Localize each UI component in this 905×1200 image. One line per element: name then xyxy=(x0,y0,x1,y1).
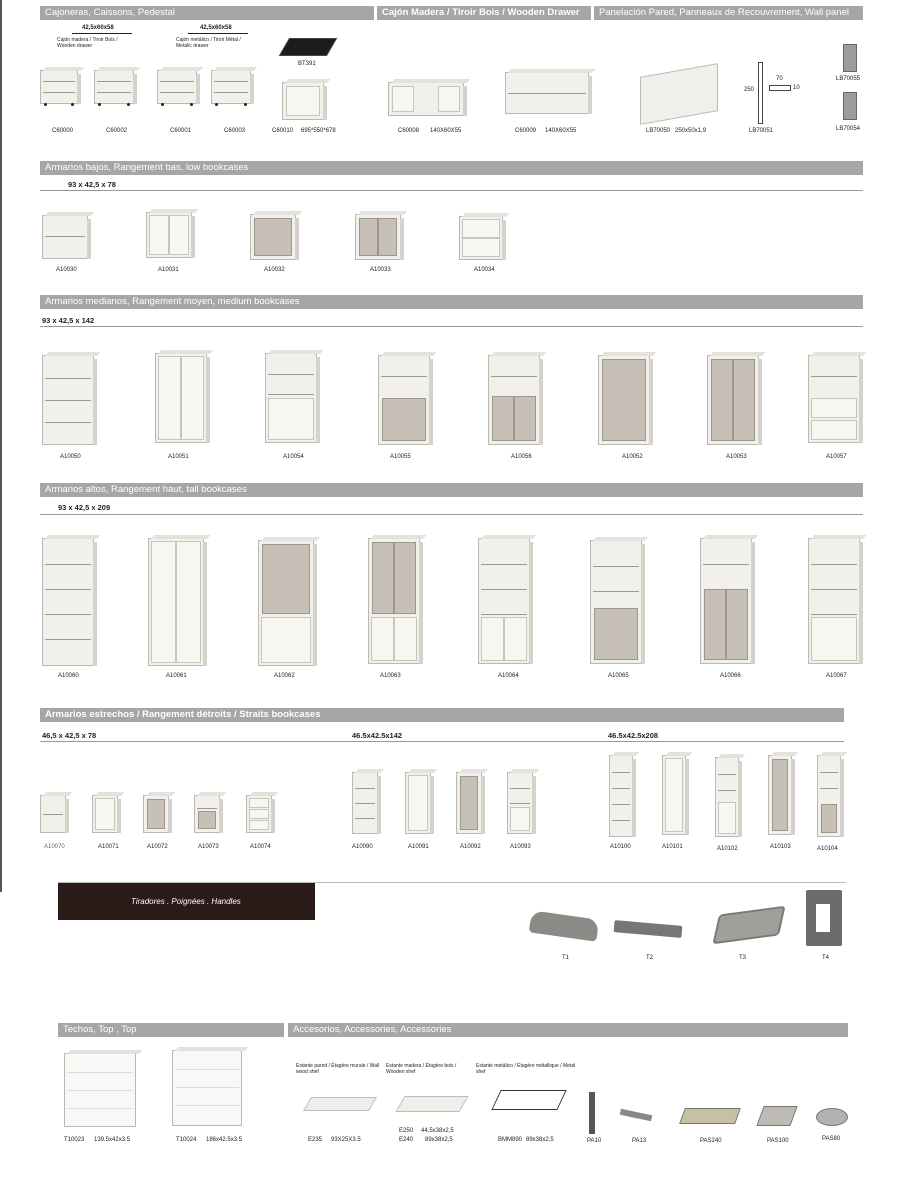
narrow-bookcase-image xyxy=(662,755,686,835)
divider xyxy=(72,33,132,34)
product-code: A10050 xyxy=(60,454,81,460)
bookcase-image xyxy=(368,538,420,664)
product-code: A10103 xyxy=(770,844,791,850)
bookcase-image xyxy=(808,355,860,443)
bookcase-image xyxy=(590,540,642,664)
divider xyxy=(40,514,863,515)
accessory-pa13-image xyxy=(620,1109,653,1122)
bookcase-image xyxy=(707,355,759,445)
product-code: LB70055 xyxy=(836,76,861,82)
product-code: T10023 xyxy=(64,1137,85,1143)
pedestal-image xyxy=(94,70,134,104)
wooden-drawer-image xyxy=(505,72,589,114)
product-code: PAS100 xyxy=(767,1138,789,1144)
product-code: LB70050 xyxy=(646,128,671,134)
product-code: A10056 xyxy=(511,454,532,460)
product-code: T1 xyxy=(562,955,570,961)
product-code: A10061 xyxy=(166,673,187,679)
product-code: A10065 xyxy=(608,673,629,679)
section-dimensions: 93 x 42,5 x 142 xyxy=(42,316,95,325)
section-header-pedestals: Cajoneras, Caissons, Pedestal xyxy=(40,6,374,20)
dimension-label: 250 xyxy=(744,87,755,93)
bookcase-image xyxy=(459,216,503,260)
section-header-low: Armarios bajos, Rangement bas, low bookcases xyxy=(40,161,863,175)
shelf-wood-image xyxy=(395,1096,468,1112)
narrow-bookcase-image xyxy=(246,795,272,833)
product-code: T2 xyxy=(646,955,654,961)
product-code: E250 xyxy=(399,1128,414,1134)
product-code: PAS240 xyxy=(700,1138,722,1144)
narrow-bookcase-image xyxy=(768,755,792,835)
metal-shelf-image xyxy=(491,1090,566,1110)
wall-bracket-image xyxy=(843,44,857,72)
tray-image xyxy=(279,38,337,56)
narrow-bookcase-image xyxy=(143,795,169,833)
accessory-pas80-image xyxy=(816,1108,848,1126)
product-code: A10104 xyxy=(817,846,838,852)
page-left-border xyxy=(0,0,2,892)
bookcase-image xyxy=(478,538,530,664)
bookcase-image xyxy=(265,353,317,443)
bookcase-image xyxy=(146,212,192,258)
section-header-wall-panel: Panelación Pared, Panneaux de Recouvrement, Wall panel xyxy=(594,6,863,20)
product-code: A10100 xyxy=(610,844,631,850)
bookcase-image xyxy=(155,353,207,443)
pedestal-dim-2: 42,5x60x58 xyxy=(200,25,232,31)
narrow-bookcase-image xyxy=(715,757,739,837)
product-code: C60008 xyxy=(398,128,420,134)
product-dimension: 695*550*678 xyxy=(301,128,336,134)
product-code: E240 xyxy=(399,1137,414,1143)
handle-t1-image xyxy=(529,910,599,941)
product-code: A10090 xyxy=(352,844,373,850)
handle-t4-image xyxy=(806,890,842,946)
narrow-bookcase-image xyxy=(507,772,533,834)
product-code: C60001 xyxy=(170,128,192,134)
section-header-narrow: Armarios estrechos / Rangement détroits / Straits bookcases xyxy=(40,708,844,722)
product-dimension: 140X60X55 xyxy=(430,128,462,134)
product-code: C60002 xyxy=(106,128,128,134)
product-code: A10067 xyxy=(826,673,847,679)
product-code: A10063 xyxy=(380,673,401,679)
section-dimensions: 46.5x42.5x142 xyxy=(352,731,403,740)
product-code: T4 xyxy=(822,955,830,961)
product-code: PAS80 xyxy=(822,1136,841,1142)
product-code: A10074 xyxy=(250,844,271,850)
accessory-pa10-image xyxy=(589,1092,595,1134)
bookcase-image xyxy=(42,215,88,259)
tray-code: BT391 xyxy=(298,61,316,67)
product-code: A10052 xyxy=(622,454,643,460)
handle-t2-image xyxy=(614,920,683,938)
pedestal-image xyxy=(157,70,197,104)
product-code: A10062 xyxy=(274,673,295,679)
narrow-bookcase-image xyxy=(40,795,66,833)
pedestal-image xyxy=(211,70,251,104)
product-dimension: 89x38x2,5 xyxy=(425,1137,453,1143)
product-code: LB70051 xyxy=(749,128,774,134)
section-dimensions: 93 x 42,5 x 78 xyxy=(68,180,116,189)
product-code: A10064 xyxy=(498,673,519,679)
product-dimension: 140X60X55 xyxy=(545,128,577,134)
product-code: A10054 xyxy=(283,454,304,460)
product-code: A10092 xyxy=(460,844,481,850)
divider xyxy=(40,190,863,191)
product-dimension: 139.5x42x3.5 xyxy=(94,1137,131,1143)
product-code: A10073 xyxy=(198,844,219,850)
bookcase-image xyxy=(700,538,752,664)
product-code: T3 xyxy=(739,955,747,961)
section-dimensions: 93 x 42,5 x 209 xyxy=(58,503,111,512)
pedestal-label-1: Cajón madera / Tiroir Bois / Wooden drawer xyxy=(57,37,118,49)
product-code: A10051 xyxy=(168,454,189,460)
product-code: C60000 xyxy=(52,128,74,134)
product-code: PA10 xyxy=(587,1138,602,1144)
bookcase-image xyxy=(598,355,650,445)
product-code: A10033 xyxy=(370,267,391,273)
bookcase-image xyxy=(808,538,860,664)
bookcase-image xyxy=(42,538,94,666)
section-dimensions: 46.5x42.5x208 xyxy=(608,731,659,740)
profile-section-image xyxy=(769,85,791,91)
wooden-drawer-image xyxy=(388,82,464,116)
bookcase-image xyxy=(258,540,314,666)
product-code: A10032 xyxy=(264,267,285,273)
pedestal-dim-1: 42,5x60x58 xyxy=(82,25,114,31)
accessory-label: Estante pared / Étagère murale / Wall wood shef xyxy=(296,1063,380,1075)
product-code: A10066 xyxy=(720,673,741,679)
wall-bracket-image xyxy=(843,92,857,120)
section-header-medium: Armarios medianos, Rangement moyen, medium bookcases xyxy=(40,295,863,309)
product-code: A10070 xyxy=(44,844,65,850)
bookcase-image xyxy=(488,355,540,445)
divider xyxy=(40,741,844,742)
product-code: C60009 xyxy=(515,128,537,134)
pedestal-label-2: Cajón metálico / Tiroir Métal / Metalic drawer xyxy=(176,37,241,49)
wall-profile-image xyxy=(758,62,763,124)
section-header-tall: Armarios altos, Rangement haut, tall bookcases xyxy=(40,483,863,497)
handle-t3-image xyxy=(712,906,785,945)
pedestal-image xyxy=(40,70,78,104)
narrow-bookcase-image xyxy=(405,772,431,834)
product-dimension: 186x42.5x3.5 xyxy=(206,1137,243,1143)
dimension-label: 10 xyxy=(793,85,800,91)
product-code: A10072 xyxy=(147,844,168,850)
product-code: A10053 xyxy=(726,454,747,460)
section-header-tops: Techos, Top , Top xyxy=(58,1023,284,1037)
narrow-bookcase-image xyxy=(352,772,378,834)
narrow-bookcase-image xyxy=(609,755,633,837)
product-code: A10101 xyxy=(662,844,683,850)
product-dimension: 89x38x2,5 xyxy=(526,1137,554,1143)
shelf-e235-image xyxy=(303,1097,377,1111)
product-code: A10102 xyxy=(717,846,738,852)
product-code: A10091 xyxy=(408,844,429,850)
accessory-pas240-image xyxy=(679,1108,741,1124)
bookcase-image xyxy=(148,538,204,666)
section-header-accessories: Accesorios, Accessories, Accessories xyxy=(288,1023,848,1037)
product-dimension: 44,5x38x2,5 xyxy=(421,1128,454,1134)
accessory-label: Estante metálico / Étagère métallique / Metal shef xyxy=(476,1063,576,1075)
top-image xyxy=(172,1050,242,1126)
pedestal-image xyxy=(282,82,324,120)
product-code: A10055 xyxy=(390,454,411,460)
accessory-pas100-image xyxy=(756,1106,797,1126)
section-header-wooden-drawer: Cajón Madera / Tiroir Bois / Wooden Drawer xyxy=(377,6,591,20)
product-code: PA13 xyxy=(632,1138,647,1144)
product-code: A10093 xyxy=(510,844,531,850)
product-code: A10030 xyxy=(56,267,77,273)
product-code: LB70054 xyxy=(836,126,861,132)
narrow-bookcase-image xyxy=(817,755,841,837)
product-code: A10057 xyxy=(826,454,847,460)
section-dimensions: 46,5 x 42,5 x 78 xyxy=(42,731,97,740)
dimension-label: 70 xyxy=(776,76,783,82)
narrow-bookcase-image xyxy=(92,795,118,833)
product-code: T10024 xyxy=(176,1137,197,1143)
bookcase-image xyxy=(378,355,430,445)
product-dimension: 93X25X3.5 xyxy=(331,1137,361,1143)
bookcase-image xyxy=(42,355,94,445)
product-code: A10071 xyxy=(98,844,119,850)
wall-panel-image xyxy=(640,63,718,125)
product-code: A10060 xyxy=(58,673,79,679)
product-code: A10031 xyxy=(158,267,179,273)
product-code: C60003 xyxy=(224,128,246,134)
product-code: E235 xyxy=(308,1137,323,1143)
narrow-bookcase-image xyxy=(194,795,220,833)
product-code: BMM890 xyxy=(498,1137,523,1143)
product-code: C60010 xyxy=(272,128,294,134)
product-dimension: 250x50x1,9 xyxy=(675,128,707,134)
divider xyxy=(188,33,248,34)
bookcase-image xyxy=(355,214,401,260)
bookcase-image xyxy=(250,214,296,260)
accessory-label: Estante madera / Étagère bois / Wooden shef xyxy=(386,1063,457,1075)
product-code: A10034 xyxy=(474,267,495,273)
top-image xyxy=(64,1053,136,1127)
divider xyxy=(40,326,863,327)
section-header-handles: Tiradores . Poignées . Handles xyxy=(58,883,315,920)
narrow-bookcase-image xyxy=(456,772,482,834)
